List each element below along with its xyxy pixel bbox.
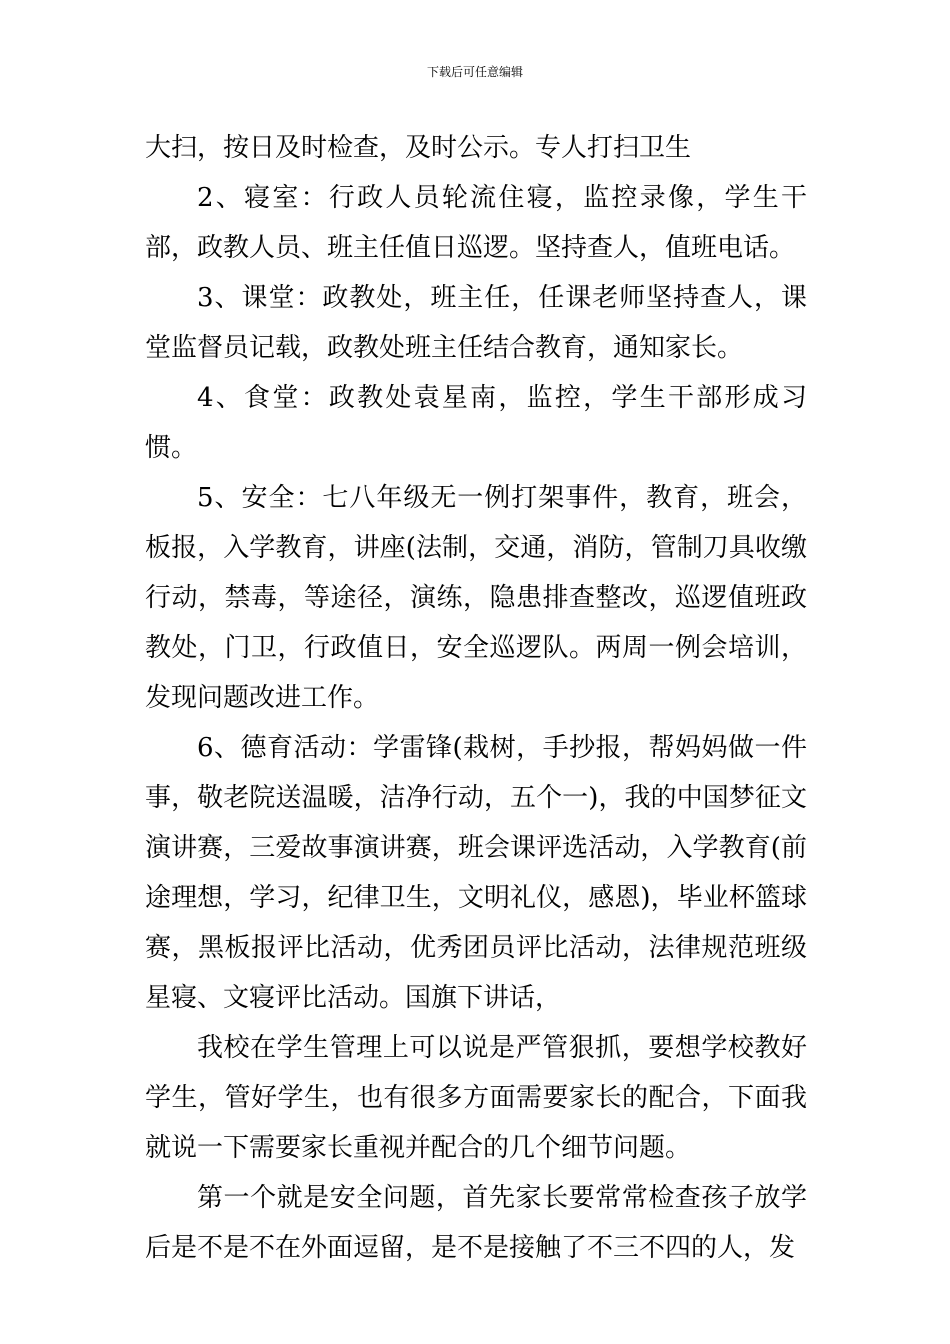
paragraph-safety-issue: 第一个就是安全问题，首先家长要常常检查孩子放学后是不是不在外面逗留，是不是接触了不三不四的人，发 <box>145 1183 807 1263</box>
paragraph-dormitory: 2、寝室：行政人员轮流住寝，监控录像，学生干部，政教人员、班主任值日巡逻。坚持查人，值班电话。 <box>145 183 807 263</box>
page-header: 下载后可任意编辑 <box>426 65 523 79</box>
paragraph-canteen: 4、食堂：政教处袁星南，监控，学生干部形成习惯。 <box>145 383 807 463</box>
paragraph-classroom: 3、课堂：政教处，班主任，任课老师坚持查人，课堂监督员记载，政教处班主任结合教育，通知家长。 <box>145 283 807 363</box>
paragraph-continuation: 大扫，按日及时检查，及时公示。专人打扫卫生 <box>145 133 692 163</box>
paragraph-management: 我校在学生管理上可以说是严管狠抓，要想学校教好学生，管好学生，也有很多方面需要家长的配合，下面我就说一下需要家长重视并配合的几个细节问题。 <box>145 1033 807 1163</box>
paragraph-safety: 5、安全：七八年级无一例打架事件，教育，班会，板报，入学教育，讲座(法制，交通，消防，管制刀具收缴行动，禁毒，等途径，演练，隐患排查整改，巡逻值班政教处，门卫，行政值日，安全巡逻队。两周一例会培训，发现问题改进工作。 <box>145 483 807 713</box>
document-body <box>145 123 807 1273</box>
paragraph-moral-activities: 6、德育活动：学雷锋(栽树，手抄报，帮妈妈做一件事，敬老院送温暖，洁净行动，五个一)，我的中国梦征文演讲赛，三爱故事演讲赛，班会课评选活动，入学教育(前途理想，学习，纪律卫生，文明礼仪，感恩)，毕业杯篮球赛，黑板报评比活动，优秀团员评比活动，法律规范班级星寝、文寝评比活动。国旗下讲话， <box>145 733 807 1013</box>
